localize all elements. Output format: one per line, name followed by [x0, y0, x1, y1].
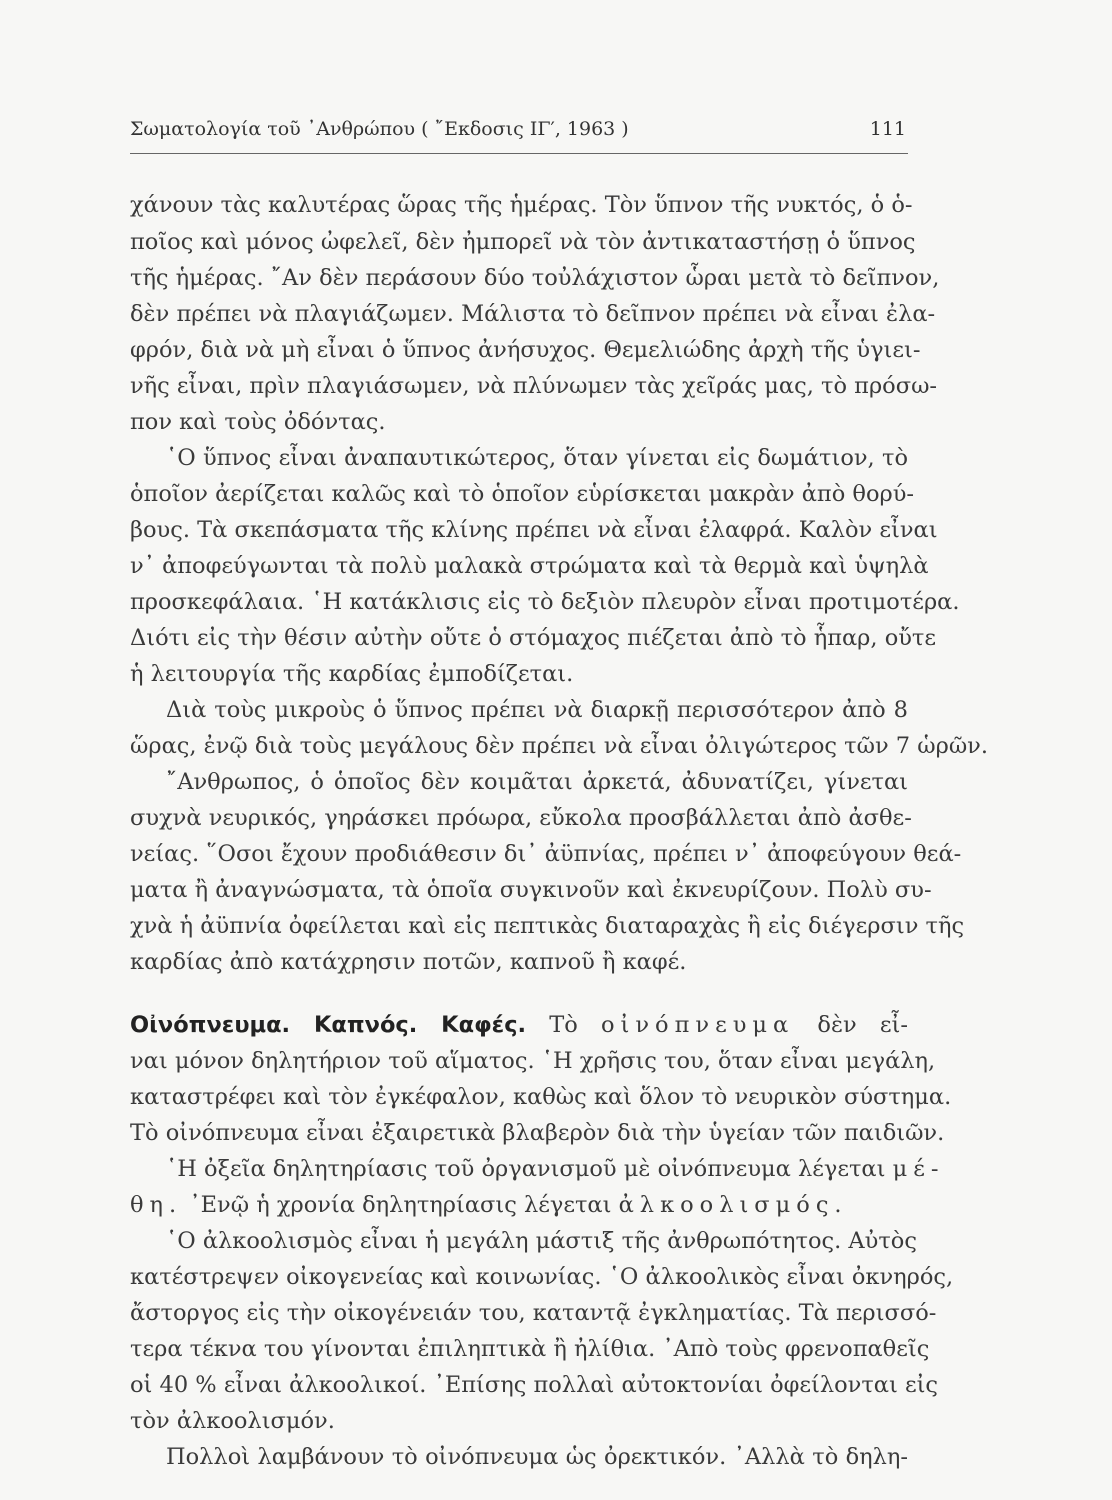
text-line: ὥρας, ἐνῷ διὰ τοὺς μεγάλους δὲν πρέπει νὰ εἶναι ὀλιγώτερος τῶν 7 ὡρῶν.: [130, 733, 989, 759]
running-header: [130, 118, 906, 140]
text-line: ὁποῖον ἀερίζεται καλῶς καὶ τὸ ὁποῖον εὑρίσκεται μακρὰν ἀπὸ θορύ-: [130, 481, 915, 507]
text-line: ῎Ανθρωπος, ὁ ὁποῖος δὲν κοιμᾶται ἀρκετά, ἀδυνατίζει, γίνεται: [166, 769, 908, 795]
text-line: νῆς εἶναι, πρὶν πλαγιάσωμεν, νὰ πλύνωμεν τὰς χεῖράς μας, τὸ πρόσω-: [130, 373, 938, 399]
emphasis-spaced: θη.: [130, 1192, 183, 1218]
text-line: τὸν ἀλκοολισμόν.: [130, 1408, 335, 1434]
text-line: ποῖος καὶ μόνος ὠφελεῖ, δὲν ἠμπορεῖ νὰ τὸν ἀντικαταστήσῃ ὁ ὕπνος: [130, 229, 916, 255]
text-line: ματα ἢ ἀναγνώσματα, τὰ ὁποῖα συγκινοῦν καὶ ἐκνευρίζουν. Πολὺ συ-: [130, 877, 932, 903]
text-line: τερα τέκνα του γίνονται ἐπιληπτικὰ ἢ ἠλίθια. ᾽Απὸ τοὺς φρενοπαθεῖς: [130, 1336, 930, 1362]
emphasis-spaced: ἀλκοολισμός.: [618, 1192, 848, 1218]
header-rule: [130, 153, 908, 154]
text-line: Τὸ οἰνόπνευμα εἶναι ἐξαιρετικὰ βλαβερὸν διὰ τὴν ὑγείαν τῶν παιδιῶν.: [130, 1120, 945, 1146]
section-heading-line: [130, 1010, 908, 1040]
text-line: ῾Ο ὕπνος εἶναι ἀναπαυτικώτερος, ὅταν γίνεται εἰς δωμάτιον, τὸ: [166, 445, 908, 471]
text-line: [130, 1154, 945, 1184]
text-line: ἄστοργος εἰς τὴν οἰκογένειάν του, καταντᾷ ἐγκληματίας. Τὰ περισσό-: [130, 1300, 937, 1326]
text-line: οἱ 40 % εἶναι ἀλκοολικοί. ᾽Επίσης πολλαὶ αὐτοκτονίαι ὀφείλονται εἰς: [130, 1372, 939, 1398]
text-line: νείας. ῞Οσοι ἔχουν προδιάθεσιν δι᾽ ἀϋπνίας, πρέπει ν᾽ ἀποφεύγουν θεά-: [130, 841, 962, 867]
text-line: ναι μόνον δηλητήριον τοῦ αἵματος. ῾Η χρῆσις του, ὅταν εἶναι μεγάλη,: [130, 1048, 936, 1074]
text-line: χνὰ ἡ ἀϋπνία ὀφείλεται καὶ εἰς πεπτικὰς διαταραχὰς ἢ εἰς διέγερσιν τῆς: [130, 913, 965, 939]
text-line: φρόν, διὰ νὰ μὴ εἶναι ὁ ὕπνος ἀνήσυχος. Θεμελιώδης ἀρχὴ τῆς ὑγιει-: [130, 337, 921, 363]
text-line: ν᾽ ἀποφεύγωνται τὰ πολὺ μαλακὰ στρώματα καὶ τὰ θερμὰ καὶ ὑψηλὰ: [130, 553, 929, 579]
text-line: τῆς ἡμέρας. ῎Αν δὲν περάσουν δύο τοὐλάχιστον ὧραι μετὰ τὸ δεῖπνον,: [130, 265, 940, 291]
text-line: χάνουν τὰς καλυτέρας ὥρας τῆς ἡμέρας. Τὸν ὕπνον τῆς νυκτός, ὁ ὁ-: [130, 192, 913, 218]
text-line: προσκεφάλαια. ῾Η κατάκλισις εἰς τὸ δεξιὸν πλευρὸν εἶναι προτιμοτέρα.: [130, 589, 960, 615]
text-segment: δὲν εἶ-: [817, 1012, 908, 1038]
text-line: δὲν πρέπει νὰ πλαγιάζωμεν. Μάλιστα τὸ δεῖπνον πρέπει νὰ εἶναι ἐλα-: [130, 301, 936, 327]
text-line: πον καὶ τοὺς ὀδόντας.: [130, 409, 386, 435]
text-line: Διὰ τοὺς μικροὺς ὁ ὕπνος πρέπει νὰ διαρκῇ περισσότερον ἀπὸ 8: [166, 697, 908, 723]
running-title: Σωματολογία τοῦ ᾽Ανθρώπου ( ῎Εκδοσις ΙΓ′, 1963 ): [130, 118, 629, 140]
text-line: καρδίας ἀπὸ κατάχρησιν ποτῶν, καπνοῦ ἢ καφέ.: [130, 949, 687, 975]
text-line: καταστρέφει καὶ τὸν ἐγκέφαλον, καθὼς καὶ ὅλον τὸ νευρικὸν σύστημα.: [130, 1084, 952, 1110]
text-line: συχνὰ νευρικός, γηράσκει πρόωρα, εὔκολα προσβάλλεται ἀπὸ ἀσθε-: [130, 805, 912, 831]
text-segment: ᾽Ενῷ ἡ χρονία δηλητηρίασις λέγεται: [189, 1192, 612, 1218]
text-line: βους. Τὰ σκεπάσματα τῆς κλίνης πρέπει νὰ εἶναι ἐλαφρά. Καλὸν εἶναι: [130, 517, 938, 543]
text-segment: Τὸ: [549, 1012, 578, 1038]
page-number: 111: [869, 118, 906, 140]
text-line: Πολλοὶ λαμβάνουν τὸ οἰνόπνευμα ὡς ὀρεκτικόν. ᾽Αλλὰ τὸ δηλη-: [166, 1444, 908, 1470]
text-line: κατέστρεψεν οἰκογενείας καὶ κοινωνίας. ῾Ο ἀλκοολικὸς εἶναι ὀκνηρός,: [130, 1264, 954, 1290]
text-line: Διότι εἰς τὴν θέσιν αὐτὴν οὔτε ὁ στόμαχος πιέζεται ἀπὸ τὸ ἧπαρ, οὔτε: [130, 625, 937, 651]
text-segment: ῾Η ὀξεῖα δηλητηρίασις τοῦ ὀργανισμοῦ μὲ οἰνόπνευμα λέγεται: [166, 1156, 886, 1182]
text-line: ἡ λειτουργία τῆς καρδίας ἐμποδίζεται.: [130, 661, 574, 687]
text-line: ῾Ο ἀλκοολισμὸς εἶναι ἡ μεγάλη μάστιξ τῆς ἀνθρωπότητος. Αὐτὸς: [166, 1228, 917, 1254]
section-heading: Οἰνόπνευμα. Καπνός. Καφές.: [130, 1012, 527, 1038]
emphasis-spaced: οἰνόπνευμα: [601, 1012, 795, 1038]
emphasis-spaced: μέ-: [892, 1156, 945, 1182]
text-line: [130, 1190, 908, 1220]
